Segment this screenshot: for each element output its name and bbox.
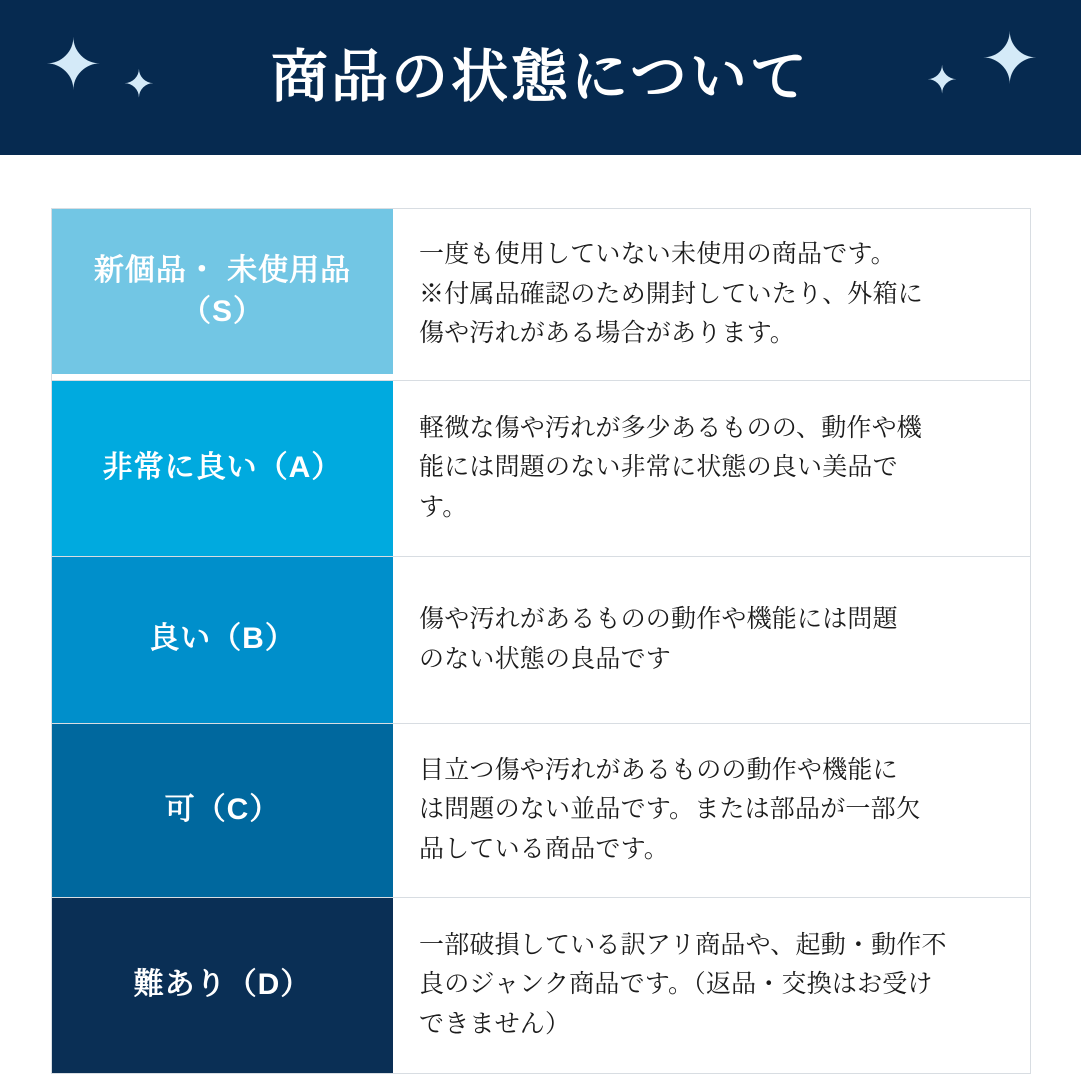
- table-row: [52, 898, 1030, 1073]
- grade-description-s: [393, 209, 1030, 380]
- description-line1: 傷や汚れがあるものの動作や機能には問題: [419, 605, 898, 633]
- condition-grade-table: [51, 208, 1031, 1074]
- grade-description-c: [393, 724, 1030, 897]
- sparkle-icon-left-large: ✦: [44, 26, 103, 104]
- page-title: 商品の状態について: [271, 45, 810, 109]
- description-line2: ※付属品確認のため開封していたり、外箱に: [419, 279, 924, 308]
- grade-description-a: [393, 381, 1030, 556]
- description-line2: は問題のない並品です。または部品が一部欠: [419, 795, 922, 824]
- grade-label-d: [52, 898, 393, 1073]
- grade-label-s: [52, 209, 393, 374]
- sparkle-icon-right-large: ✦: [980, 20, 1039, 98]
- grade-label-b: [52, 557, 393, 723]
- description-line2: 良のジャンク商品です。（返品・交換はお受け: [419, 970, 933, 999]
- description-line1: 一度も使用していない未使用の商品です。: [419, 240, 896, 268]
- description-line3: す。: [419, 492, 468, 521]
- sparkle-icon-left-small: ✦: [123, 64, 155, 106]
- grade-label-line1: 難あり（D）: [133, 967, 312, 1001]
- grade-description-b: [393, 557, 1030, 723]
- grade-label-c: [52, 724, 393, 897]
- table-row: [52, 209, 1030, 381]
- description-line3: 品している商品です。: [419, 834, 670, 863]
- grade-label-line1: 良い（B）: [149, 622, 296, 656]
- table-row: [52, 381, 1030, 557]
- grade-description-d: [393, 898, 1030, 1073]
- description-line3: 傷や汚れがある場合があります。: [419, 319, 796, 347]
- description-line1: 軽微な傷や汚れが多少あるものの、動作や機: [419, 413, 923, 442]
- table-row: [52, 724, 1030, 898]
- table-row: [52, 557, 1030, 724]
- description-line1: 一部破損している訳アリ商品や、起動・動作不: [419, 930, 947, 959]
- description-line2: のない状態の良品です: [419, 644, 672, 673]
- description-line1: 目立つ傷や汚れがあるものの動作や機能に: [419, 755, 898, 784]
- grade-label-line2: 未使用品（S）: [180, 254, 352, 328]
- grade-label-line1: 可（C）: [164, 792, 281, 826]
- grade-label-line1: 非常に良い（A）: [102, 450, 343, 484]
- header-banner: [0, 0, 1081, 155]
- description-line2: 能には問題のない非常に状態の良い美品で: [419, 453, 898, 482]
- grade-label-a: [52, 381, 393, 556]
- description-line3: できません）: [419, 1009, 571, 1038]
- grade-label-line1: 新個品・: [93, 254, 218, 287]
- sparkle-icon-right-small: ✦: [926, 60, 958, 102]
